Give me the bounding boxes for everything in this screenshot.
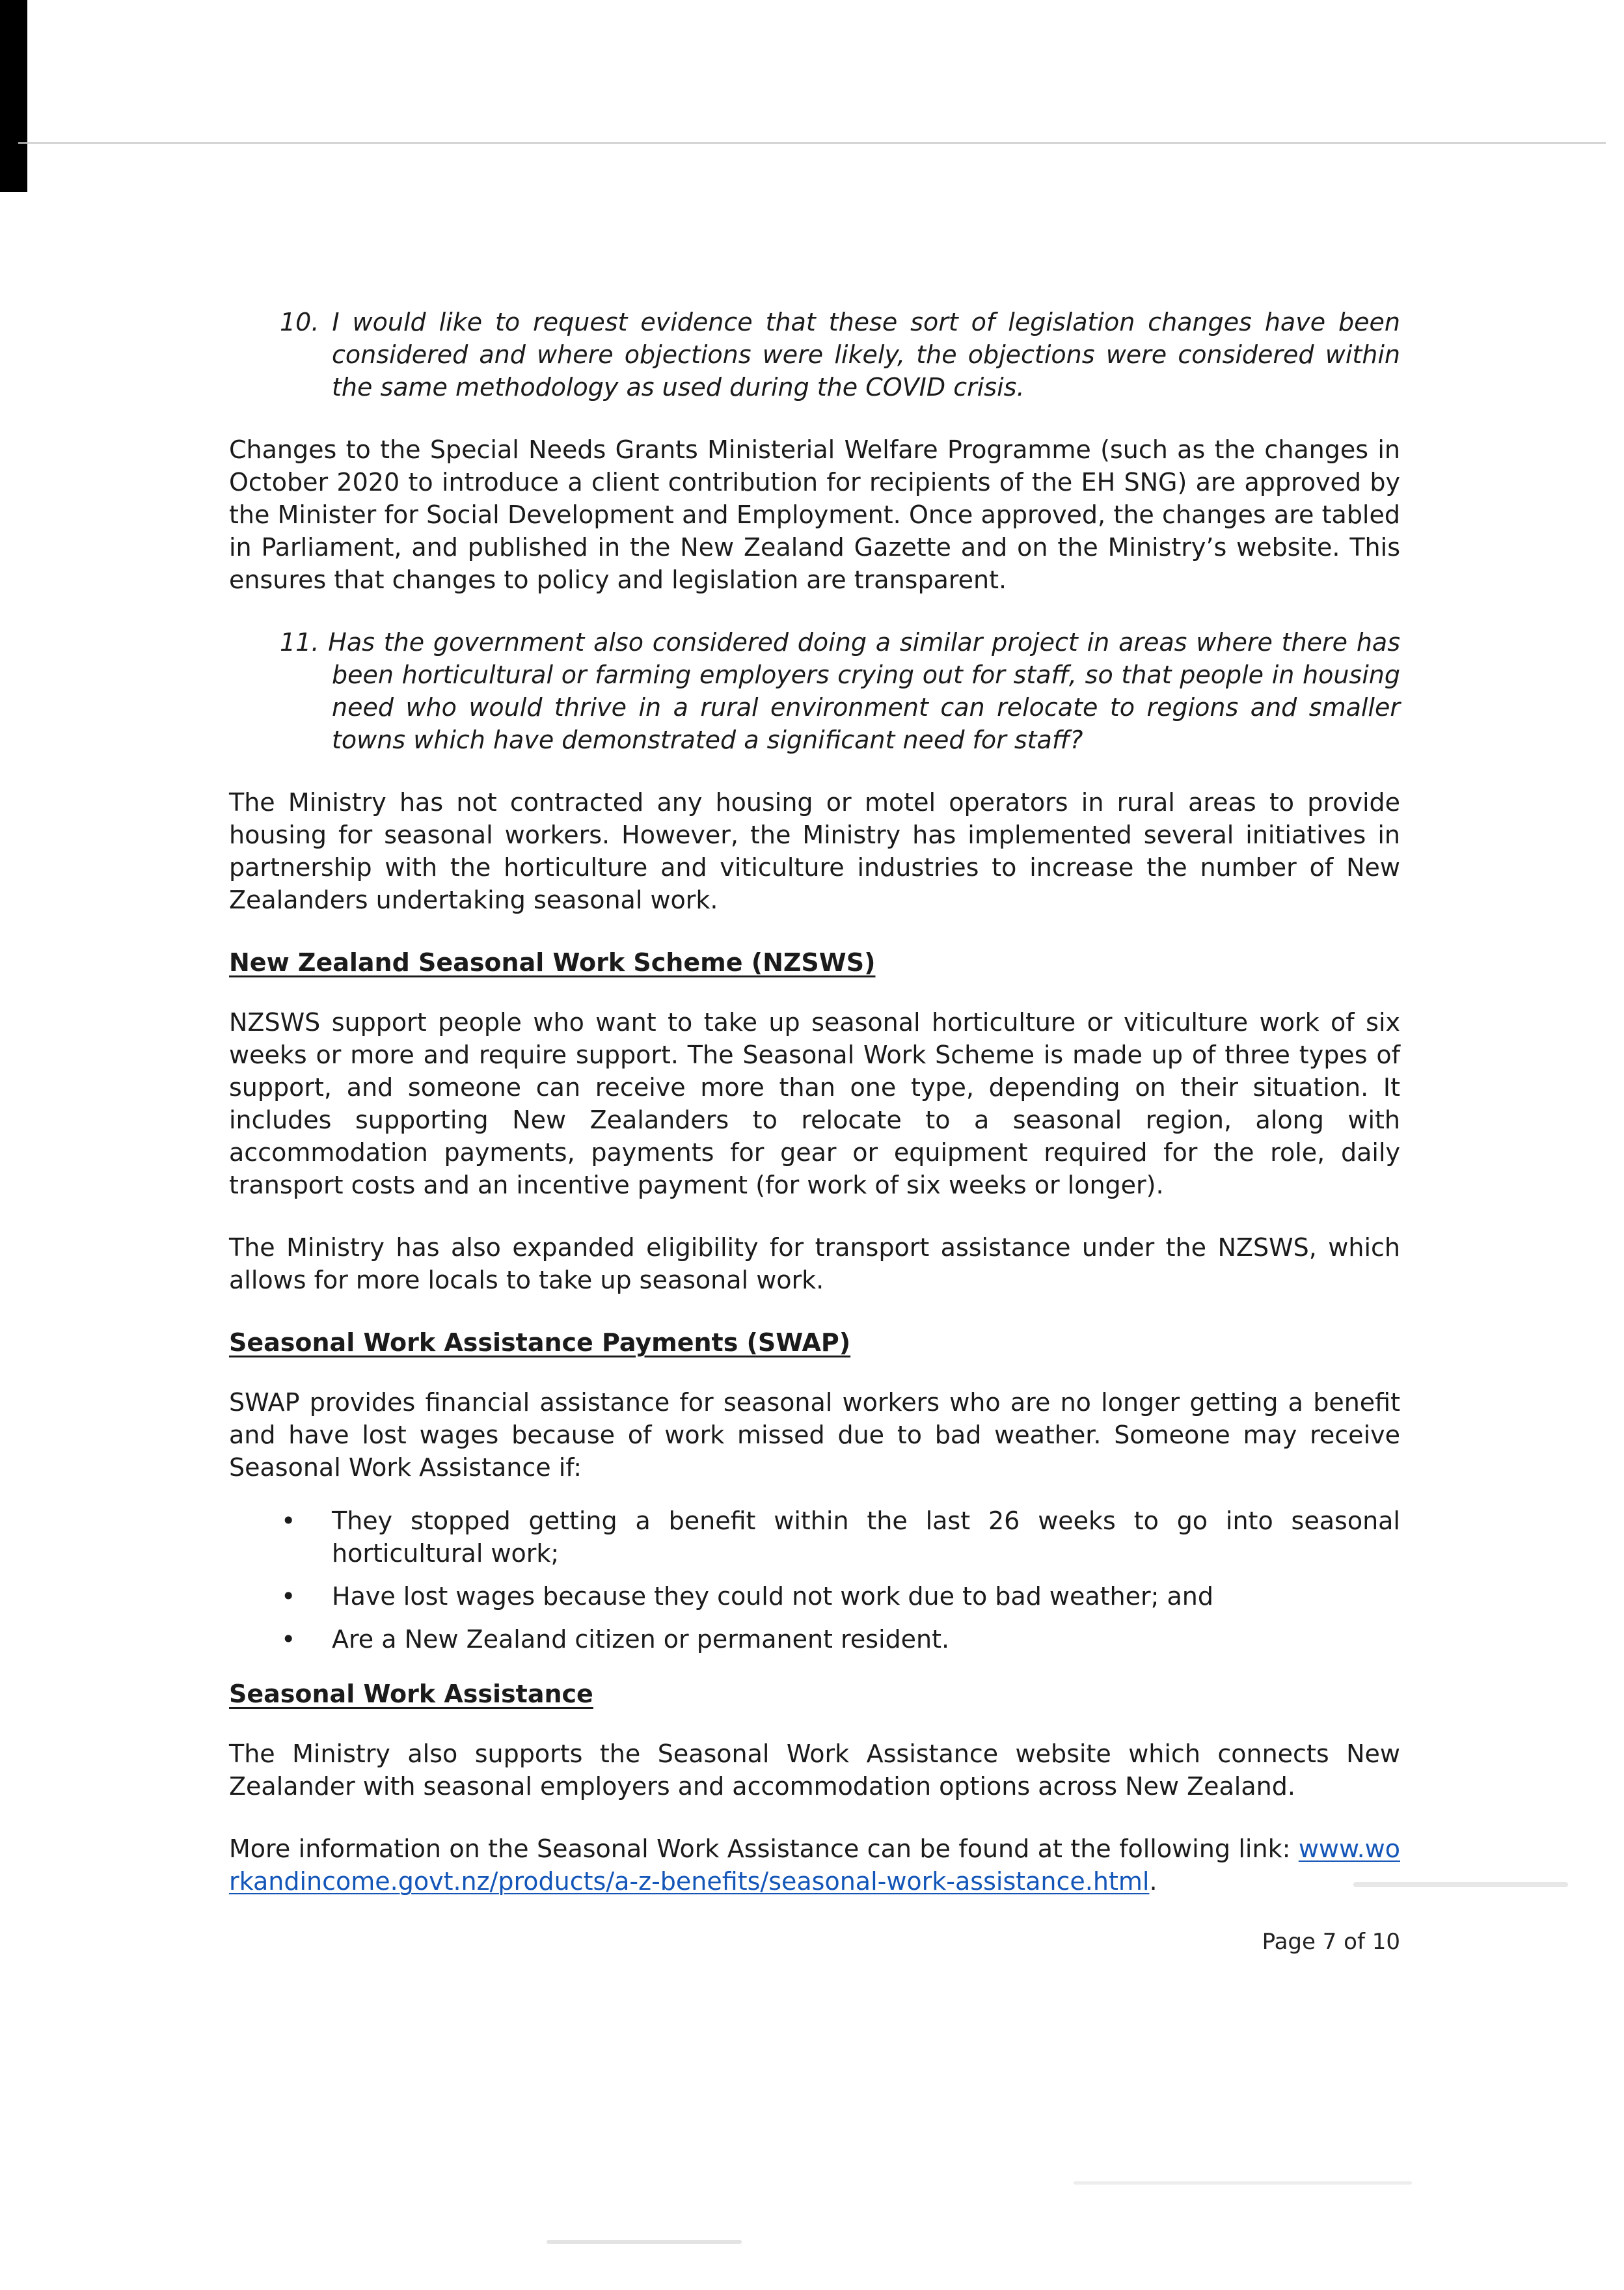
list-item-text: Are a New Zealand citizen or permanent resident. [332,1625,950,1654]
question-number: 10. [280,308,319,336]
list-item-text: Have lost wages because they could not work due to bad weather; and [332,1582,1214,1611]
list-item-text: They stopped getting a benefit within the last 26 weeks to go into seasonal horticultural work; [332,1506,1400,1568]
list-item [229,1505,1400,1570]
paragraph-nzsws: NZSWS support people who want to take up seasonal horticulture or viticulture work of six weeks or more and require support. The Seasonal Work Scheme is made up of three types of support, and someone can receive more than one type, depending on their situation. It includes supporting New Zealanders to relocate to a seasonal region, along with accommodation payments, payments for gear or equipment required for the role, daily transport costs and an incentive payment (for work of six weeks or longer). [229,1008,1400,1199]
paragraph-swa: The Ministry also supports the Seasonal Work Assistance website which connects New Zealander with seasonal employers and accommodation options across New Zealand. [229,1739,1400,1801]
question-item-11 [229,626,1400,756]
question-item-10 [229,306,1400,403]
sentence-period: . [1149,1867,1157,1896]
paragraph-transport: The Ministry has also expanded eligibility for transport assistance under the NZSWS, which allows for more locals to take up seasonal work. [229,1233,1400,1294]
list-item [229,1580,1400,1613]
scan-artifact-line [18,142,1606,144]
bullet-icon: • [281,1506,296,1535]
paragraph-rural: The Ministry has not contracted any housing or motel operators in rural areas to provide housing for seasonal workers. However, the Ministry has implemented several initiatives in partnership with the horticulture and viticulture industries to increase the number of New Zealanders undertaking seasonal work. [229,788,1400,914]
paragraph-swap-intro: SWAP provides financial assistance for seasonal workers who are no longer getting a benefit and have lost wages because of work missed due to bad weather. Someone may receive Seasonal Work Assistance if: [229,1388,1400,1482]
scan-artifact-corner [0,0,27,192]
scan-smudge [1074,2181,1412,2185]
bullet-icon: • [281,1625,296,1654]
paragraph-gazette: Changes to the Special Needs Grants Ministerial Welfare Programme (such as the changes in October 2020 to introduce a client contribution for recipients of the EH SNG) are approved by the Minister for Social Development and Employment. Once approved, the changes are tabled in Parliament, and published in the New Zealand Gazette and on the Ministry’s website. This ensures that changes to policy and legislation are transparent. [229,435,1400,594]
seasonal-work-assistance-link[interactable]: www.workandincome.govt.nz/products/a-z-benefits/seasonal-work-assistance.html [229,1834,1400,1896]
section-heading-swa: Seasonal Work Assistance [229,1680,593,1708]
scan-smudge [547,2240,742,2244]
page-number: Page 7 of 10 [1262,1929,1400,1955]
question-text: I would like to request evidence that these sort of legislation changes have been considered and where objections were likely, the objections were considered within the same methodology as used during the COVID crisis. [332,308,1400,402]
question-text: Has the government also considered doing a similar project in areas where there has been horticultural or farming employers crying out for staff, so that people in housing need who would thrive in a rural environment can relocate to regions and smaller towns which have demonstrated a significant need for staff? [328,628,1400,754]
section-heading-nzsws: New Zealand Seasonal Work Scheme (NZSWS) [229,948,876,977]
document-body [229,306,1400,1956]
paragraph-more-info [229,1833,1400,1898]
swap-criteria-list [229,1505,1400,1656]
question-number: 11. [280,628,319,657]
section-heading-swap: Seasonal Work Assistance Payments (SWAP) [229,1328,851,1357]
bullet-icon: • [281,1582,296,1611]
list-item [229,1623,1400,1656]
more-info-text: More information on the Seasonal Work Assistance can be found at the following link: [229,1834,1291,1863]
